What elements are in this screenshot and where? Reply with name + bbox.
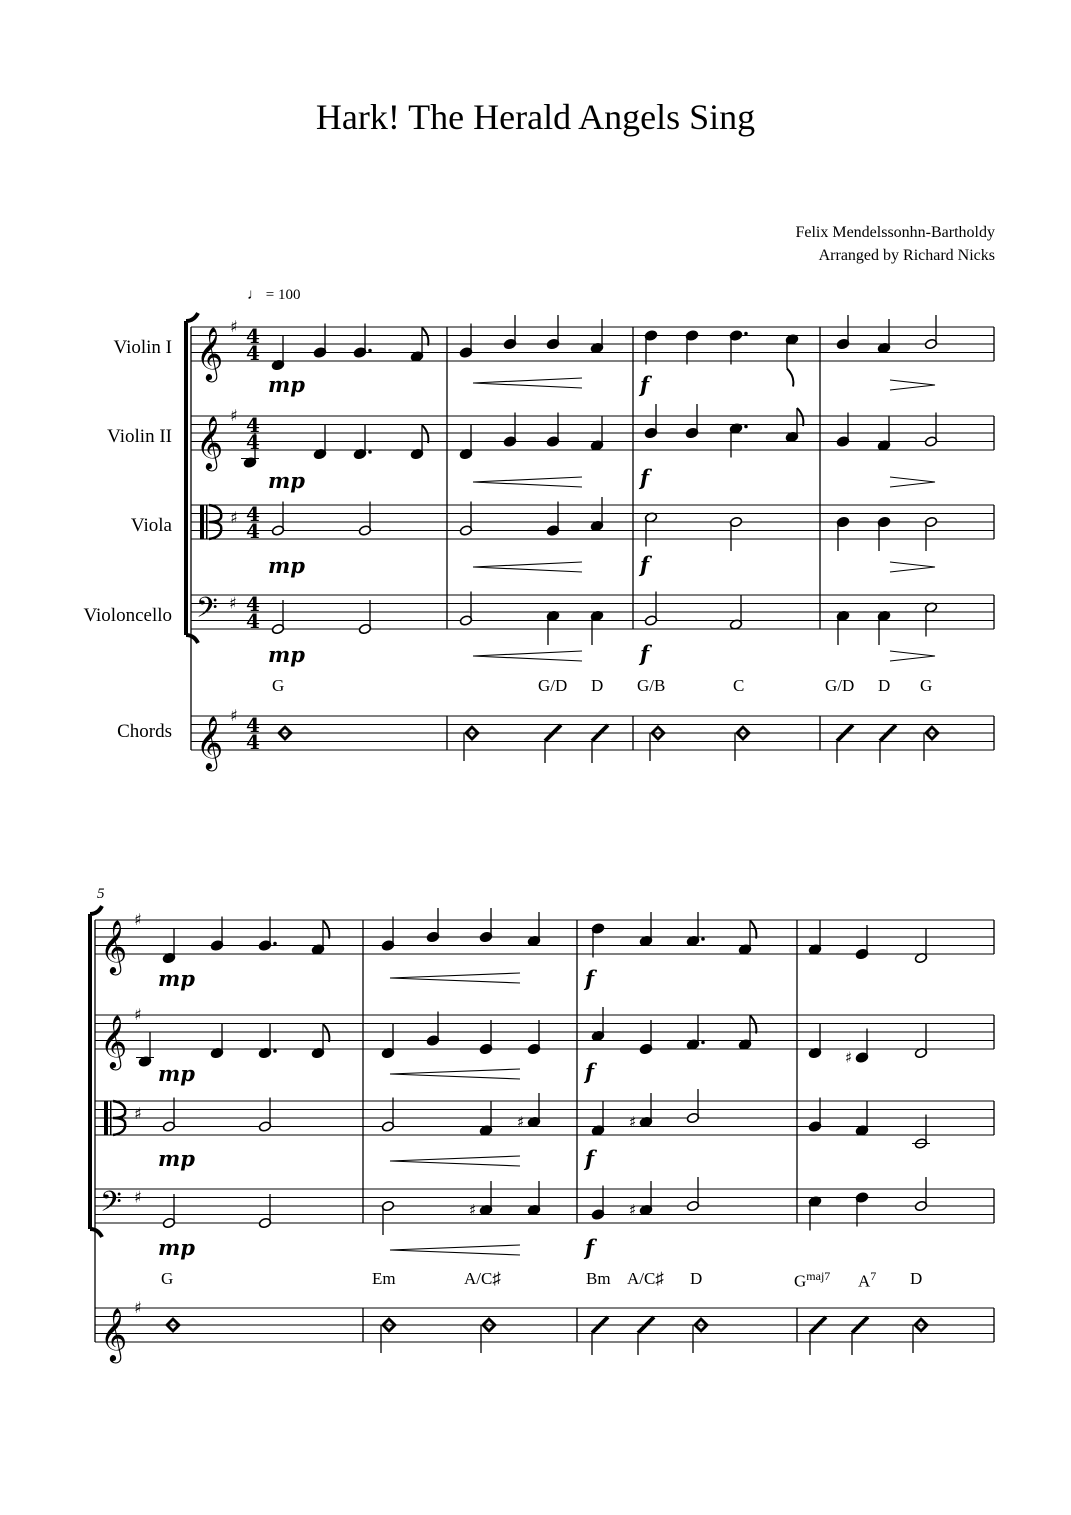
dot <box>273 1049 277 1053</box>
decrescendo-hairpin <box>890 477 935 487</box>
crescendo-hairpin <box>390 973 520 983</box>
instrument-label-violoncello: Violoncello <box>83 605 172 626</box>
chord-symbol <box>794 1269 830 1292</box>
dynamic-f: f <box>640 641 650 666</box>
dynamic-f: f <box>585 1235 595 1260</box>
decrescendo-hairpin <box>890 380 935 390</box>
instrument-label-violin-2: Violin II <box>107 426 172 447</box>
dot <box>368 450 372 454</box>
time-signature: 4 <box>246 413 260 437</box>
sharp-icon: ♯ <box>845 1048 853 1067</box>
time-signature: 4 <box>246 519 260 543</box>
chord-symbol: A/C♯ <box>627 1269 664 1288</box>
decrescendo-hairpin <box>890 562 935 572</box>
chord-symbol: D <box>591 676 604 695</box>
dot <box>273 942 277 946</box>
dynamic-mp: mp <box>158 966 195 991</box>
time-signature: 4 <box>246 730 260 754</box>
chord-symbol: A/C♯ <box>464 1269 501 1288</box>
sharp-icon: ♯ <box>230 706 238 725</box>
instrument-label-chords: Chords <box>117 721 172 742</box>
instrument-label-violin-1: Violin I <box>113 337 172 358</box>
crescendo-hairpin <box>473 562 582 572</box>
crescendo-hairpin <box>473 378 582 388</box>
chord-symbol: G <box>272 676 285 695</box>
sharp-icon: ♯ <box>229 593 237 613</box>
sharp-icon: ♯ <box>134 1005 142 1024</box>
chord-symbol: G <box>161 1269 174 1288</box>
dynamic-mp: mp <box>158 1061 195 1086</box>
dynamic-mp: mp <box>158 1146 195 1171</box>
dynamic-f: f <box>640 552 650 577</box>
time-signature: 4 <box>246 341 260 365</box>
dot <box>701 937 705 941</box>
treble-clef-icon: 𝄞 <box>100 1014 128 1068</box>
decrescendo-hairpin <box>890 651 935 661</box>
dot <box>744 332 748 336</box>
time-signature: 4 <box>246 502 260 526</box>
flag <box>422 425 428 443</box>
quarter-note-icon: ♩ <box>247 287 262 303</box>
flag <box>750 1016 756 1034</box>
dynamic-mp: mp <box>268 372 305 397</box>
dynamic-f: f <box>640 372 650 397</box>
chord-root: A <box>858 1271 871 1291</box>
chord-symbol: C <box>733 676 745 695</box>
chord-symbol: D <box>910 1269 923 1288</box>
chord-symbol <box>858 1269 876 1292</box>
flag <box>422 328 428 346</box>
dynamic-f: f <box>585 1146 595 1171</box>
crescendo-hairpin <box>390 1069 520 1079</box>
chord-extension: maj7 <box>806 1269 831 1283</box>
dynamic-f: f <box>585 1059 595 1084</box>
tempo-marking <box>247 287 300 304</box>
bass-clef-icon: 𝄢 <box>196 591 218 632</box>
chord-symbol: G/D <box>538 676 568 695</box>
time-signature: 4 <box>246 713 260 737</box>
sharp-icon: ♯ <box>230 507 238 527</box>
chord-symbol: G <box>920 676 933 695</box>
alto-clef-icon <box>104 1101 108 1135</box>
composer-credit: Felix Mendelssonhn-Bartholdy <box>795 224 995 241</box>
time-signature: 4 <box>246 609 260 633</box>
chord-symbol: G/B <box>637 676 666 695</box>
alto-clef-icon <box>200 505 204 539</box>
crescendo-hairpin <box>473 477 582 487</box>
sharp-icon: ♯ <box>469 1201 477 1219</box>
chord-root: G <box>794 1271 807 1291</box>
sharp-icon: ♯ <box>629 1113 637 1131</box>
treble-clef-icon: 𝄞 <box>196 415 224 469</box>
piece-title: Hark! The Herald Angels Sing <box>315 97 756 137</box>
treble-clef-icon: 𝄞 <box>196 715 224 769</box>
chord-symbol: Bm <box>586 1269 611 1288</box>
chord-symbol: G/D <box>825 676 855 695</box>
sharp-icon: ♯ <box>134 1298 142 1317</box>
bass-clef-icon: 𝄢 <box>100 1185 122 1226</box>
dynamic-mp: mp <box>158 1235 195 1260</box>
time-signature: 4 <box>246 430 260 454</box>
treble-clef-icon: 𝄞 <box>100 919 128 973</box>
arranger-credit: Arranged by Richard Nicks <box>818 247 995 264</box>
dot <box>744 425 748 429</box>
dot <box>701 1041 705 1045</box>
dynamic-mp: mp <box>268 553 305 578</box>
chord-extension: 7 <box>870 1269 877 1283</box>
sharp-icon: ♯ <box>134 910 142 929</box>
dynamic-mp: mp <box>268 468 305 493</box>
dynamic-f: f <box>585 966 595 991</box>
crescendo-hairpin <box>390 1156 520 1166</box>
crescendo-hairpin <box>473 651 582 661</box>
sharp-icon: ♯ <box>134 1187 142 1207</box>
sharp-icon: ♯ <box>517 1113 525 1131</box>
treble-clef-icon: 𝄞 <box>196 326 224 380</box>
sharp-icon: ♯ <box>629 1201 637 1219</box>
chord-symbol: D <box>690 1269 703 1288</box>
crescendo-hairpin <box>390 1245 520 1255</box>
dynamic-mp: mp <box>268 642 305 667</box>
flag <box>323 1024 329 1042</box>
tempo-value: = 100 <box>265 287 301 303</box>
dynamic-f: f <box>640 465 650 490</box>
sharp-icon: ♯ <box>134 1103 142 1123</box>
flag <box>323 921 329 939</box>
time-signature: 4 <box>246 592 260 616</box>
alto-clef-icon <box>110 1101 112 1135</box>
sharp-icon: ♯ <box>230 406 238 425</box>
dot <box>368 349 372 353</box>
flag <box>797 408 803 426</box>
alto-clef-icon <box>206 505 208 539</box>
chord-symbol: Em <box>372 1269 396 1288</box>
hairpins <box>390 378 935 1255</box>
flag <box>750 921 756 939</box>
instrument-label-viola: Viola <box>130 515 172 536</box>
measure-number: 5 <box>97 886 105 902</box>
time-signature: 4 <box>246 324 260 348</box>
chord-symbol: D <box>878 676 891 695</box>
flag <box>787 369 793 387</box>
treble-clef-icon: 𝄞 <box>100 1307 128 1361</box>
sharp-icon: ♯ <box>230 317 238 336</box>
